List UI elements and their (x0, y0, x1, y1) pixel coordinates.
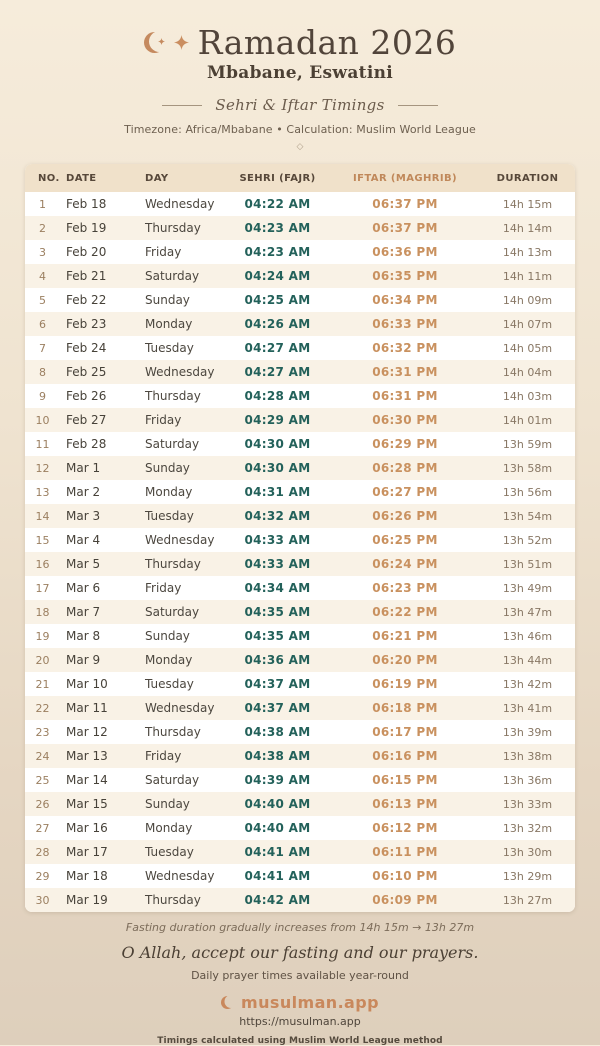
cell-sehri: 04:35 AM (244, 605, 311, 619)
table-row (25, 336, 575, 360)
cell-iftar: 06:15 PM (372, 773, 438, 787)
cell-no: 19 (35, 629, 50, 643)
cell-sehri: 04:33 AM (244, 557, 311, 571)
table-row (25, 768, 575, 792)
cell-sehri: 04:37 AM (244, 701, 311, 715)
cell-duration: 14h 01m (502, 413, 553, 427)
cell-day: Thursday (145, 557, 201, 571)
cell-iftar: 06:22 PM (372, 605, 438, 619)
cell-date: Mar 18 (66, 869, 108, 883)
cell-date: Feb 22 (66, 293, 107, 307)
table-row (25, 600, 575, 624)
cell-day: Wednesday (145, 365, 215, 379)
cell-day: Friday (145, 413, 182, 427)
table-row (25, 720, 575, 744)
cell-duration: 14h 11m (502, 269, 553, 283)
cell-sehri: 04:39 AM (244, 773, 311, 787)
cell-day: Saturday (145, 437, 200, 451)
cell-day: Monday (145, 485, 193, 499)
cell-day: Tuesday (145, 509, 194, 523)
brand-url: https://musulman.app (239, 1015, 361, 1028)
table-row (25, 480, 575, 504)
cell-iftar: 06:09 PM (372, 893, 438, 907)
timezone-calculation-meta: Timezone: Africa/Mbabane • Calculation: Muslim World League (124, 123, 476, 136)
cell-no: 12 (35, 461, 50, 475)
table-row (25, 264, 575, 288)
location-title: Mbabane, Eswatini (206, 63, 394, 83)
cell-date: Mar 15 (66, 797, 108, 811)
left-divider-line (162, 105, 202, 106)
cell-date: Mar 12 (66, 725, 108, 739)
cell-no: 14 (35, 509, 50, 523)
cell-date: Mar 4 (66, 533, 101, 547)
table-row (25, 504, 575, 528)
page-subtitle: Sehri & Iftar Timings (215, 96, 385, 114)
cell-iftar: 06:29 PM (372, 437, 438, 451)
cell-date: Mar 10 (66, 677, 108, 691)
cell-date: Mar 9 (66, 653, 101, 667)
cell-sehri: 04:36 AM (244, 653, 311, 667)
header-sehri: SEHRI (FAJR) (225, 164, 330, 192)
table-row (25, 864, 575, 888)
cell-day: Sunday (145, 293, 190, 307)
cell-iftar: 06:27 PM (372, 485, 438, 499)
cell-duration: 14h 05m (502, 341, 553, 355)
cell-sehri: 04:30 AM (244, 437, 311, 451)
cell-day: Wednesday (145, 197, 215, 211)
cell-duration: 13h 46m (502, 629, 553, 643)
cell-sehri: 04:35 AM (244, 629, 311, 643)
cell-duration: 13h 36m (502, 773, 553, 787)
cell-day: Thursday (145, 221, 201, 235)
header-iftar: IFTAR (MAGHRIB) (330, 164, 480, 192)
table-row (25, 216, 575, 240)
cell-duration: 13h 49m (502, 581, 553, 595)
cell-no: 30 (35, 893, 50, 907)
cell-date: Mar 14 (66, 773, 108, 787)
cell-no: 23 (35, 725, 50, 739)
cell-day: Saturday (145, 773, 200, 787)
cell-duration: 13h 54m (502, 509, 553, 523)
cell-no: 1 (39, 197, 46, 211)
cell-date: Mar 8 (66, 629, 101, 643)
cell-duration: 14h 13m (502, 245, 553, 259)
header-no: NO. (25, 164, 60, 192)
cell-no: 8 (39, 365, 46, 379)
table-row (25, 528, 575, 552)
cell-day: Sunday (145, 461, 190, 475)
cell-no: 9 (39, 389, 46, 403)
brand-row (0, 993, 600, 1012)
cell-sehri: 04:31 AM (244, 485, 311, 499)
cell-day: Thursday (145, 389, 201, 403)
table-row (25, 240, 575, 264)
cell-sehri: 04:34 AM (244, 581, 311, 595)
cell-no: 25 (35, 773, 50, 787)
cell-date: Mar 19 (66, 893, 108, 907)
availability-note: Daily prayer times available year-round (191, 969, 409, 982)
table-row (25, 408, 575, 432)
cell-duration: 14h 09m (502, 293, 553, 307)
cell-date: Feb 26 (66, 389, 107, 403)
page-header (0, 0, 600, 152)
cell-no: 4 (39, 269, 46, 283)
cell-duration: 14h 07m (502, 317, 553, 331)
cell-duration: 13h 27m (502, 893, 553, 907)
cell-date: Mar 11 (66, 701, 108, 715)
cell-date: Mar 13 (66, 749, 108, 763)
cell-sehri: 04:29 AM (244, 413, 311, 427)
table-row (25, 840, 575, 864)
crescent-moon-icon (144, 32, 165, 53)
cell-iftar: 06:13 PM (372, 797, 438, 811)
table-row (25, 384, 575, 408)
cell-iftar: 06:23 PM (372, 581, 438, 595)
small-star-icon (158, 38, 165, 45)
cell-day: Friday (145, 749, 182, 763)
cell-iftar: 06:16 PM (372, 749, 438, 763)
cell-iftar: 06:35 PM (372, 269, 438, 283)
cell-no: 21 (35, 677, 50, 691)
cell-no: 3 (39, 245, 46, 259)
cell-no: 17 (35, 581, 50, 595)
cell-iftar: 06:36 PM (372, 245, 438, 259)
cell-duration: 13h 38m (502, 749, 553, 763)
cell-duration: 13h 47m (502, 605, 553, 619)
cell-no: 16 (35, 557, 50, 571)
table-row (25, 552, 575, 576)
subtitle-row (0, 96, 600, 114)
cell-sehri: 04:27 AM (244, 365, 311, 379)
cell-date: Mar 5 (66, 557, 101, 571)
cell-sehri: 04:30 AM (244, 461, 311, 475)
cell-sehri: 04:25 AM (244, 293, 311, 307)
cell-duration: 13h 32m (502, 821, 553, 835)
cell-iftar: 06:31 PM (372, 365, 438, 379)
cell-no: 28 (35, 845, 50, 859)
page-footer (0, 921, 600, 1046)
cell-duration: 13h 29m (502, 869, 553, 883)
cell-sehri: 04:40 AM (244, 797, 311, 811)
cell-sehri: 04:41 AM (244, 869, 311, 883)
cell-no: 11 (35, 437, 50, 451)
cell-day: Monday (145, 821, 193, 835)
calculation-method-note: Timings calculated using Muslim World League method (157, 1036, 443, 1046)
diamond-ornament-icon: ◇ (296, 142, 304, 152)
brand-crescent-icon (221, 996, 234, 1009)
cell-date: Feb 23 (66, 317, 107, 331)
cell-day: Tuesday (145, 677, 194, 691)
table-row (25, 576, 575, 600)
cell-iftar: 06:37 PM (372, 197, 438, 211)
table-row (25, 888, 575, 912)
cell-iftar: 06:32 PM (372, 341, 438, 355)
cell-duration: 13h 58m (502, 461, 553, 475)
table-row (25, 288, 575, 312)
cell-iftar: 06:10 PM (372, 869, 438, 883)
page-title: Ramadan 2026 (197, 22, 457, 62)
cell-iftar: 06:19 PM (372, 677, 438, 691)
cell-no: 22 (35, 701, 50, 715)
four-point-star-icon (174, 35, 189, 50)
table-row (25, 816, 575, 840)
cell-iftar: 06:18 PM (372, 701, 438, 715)
title-row (0, 22, 600, 62)
cell-iftar: 06:25 PM (372, 533, 438, 547)
cell-iftar: 06:33 PM (372, 317, 438, 331)
cell-duration: 13h 59m (502, 437, 553, 451)
cell-date: Feb 20 (66, 245, 107, 259)
cell-no: 29 (35, 869, 50, 883)
cell-iftar: 06:31 PM (372, 389, 438, 403)
cell-day: Saturday (145, 269, 200, 283)
cell-iftar: 06:30 PM (372, 413, 438, 427)
right-divider-line (398, 105, 438, 106)
brand-name: musulman.app (241, 993, 379, 1012)
cell-date: Mar 1 (66, 461, 101, 475)
cell-sehri: 04:38 AM (244, 725, 311, 739)
cell-date: Mar 3 (66, 509, 101, 523)
cell-sehri: 04:38 AM (244, 749, 311, 763)
cell-day: Wednesday (145, 701, 215, 715)
duration-range-note: Fasting duration gradually increases from 14h 15m → 13h 27m (125, 921, 475, 934)
cell-no: 10 (35, 413, 50, 427)
cell-date: Feb 21 (66, 269, 107, 283)
cell-day: Friday (145, 245, 182, 259)
table-row (25, 360, 575, 384)
cell-sehri: 04:28 AM (244, 389, 311, 403)
cell-iftar: 06:12 PM (372, 821, 438, 835)
cell-date: Feb 19 (66, 221, 107, 235)
cell-sehri: 04:27 AM (244, 341, 311, 355)
cell-sehri: 04:32 AM (244, 509, 311, 523)
cell-no: 2 (39, 221, 46, 235)
timings-table-card (25, 164, 575, 912)
cell-sehri: 04:23 AM (244, 245, 311, 259)
cell-date: Feb 18 (66, 197, 107, 211)
cell-sehri: 04:23 AM (244, 221, 311, 235)
cell-iftar: 06:37 PM (372, 221, 438, 235)
cell-no: 7 (39, 341, 46, 355)
cell-day: Wednesday (145, 533, 215, 547)
cell-duration: 13h 30m (502, 845, 553, 859)
cell-iftar: 06:24 PM (372, 557, 438, 571)
cell-day: Wednesday (145, 869, 215, 883)
cell-duration: 13h 41m (502, 701, 553, 715)
cell-duration: 13h 56m (502, 485, 553, 499)
table-row (25, 648, 575, 672)
table-row (25, 456, 575, 480)
cell-sehri: 04:40 AM (244, 821, 311, 835)
cell-sehri: 04:42 AM (244, 893, 311, 907)
cell-iftar: 06:26 PM (372, 509, 438, 523)
cell-iftar: 06:34 PM (372, 293, 438, 307)
timings-table (25, 164, 575, 912)
table-header-row (25, 164, 575, 192)
cell-iftar: 06:17 PM (372, 725, 438, 739)
cell-sehri: 04:37 AM (244, 677, 311, 691)
cell-sehri: 04:26 AM (244, 317, 311, 331)
table-row (25, 744, 575, 768)
table-row (25, 792, 575, 816)
cell-duration: 14h 04m (502, 365, 553, 379)
table-row (25, 696, 575, 720)
cell-date: Mar 6 (66, 581, 101, 595)
cell-day: Tuesday (145, 845, 194, 859)
cell-no: 13 (35, 485, 50, 499)
table-row (25, 312, 575, 336)
table-header (25, 164, 575, 192)
cell-day: Thursday (145, 725, 201, 739)
cell-iftar: 06:20 PM (372, 653, 438, 667)
cell-no: 20 (35, 653, 50, 667)
cell-duration: 13h 42m (502, 677, 553, 691)
cell-date: Feb 28 (66, 437, 107, 451)
cell-day: Tuesday (145, 341, 194, 355)
cell-no: 6 (39, 317, 46, 331)
table-row (25, 624, 575, 648)
table-row (25, 672, 575, 696)
cell-duration: 13h 33m (502, 797, 553, 811)
cell-iftar: 06:28 PM (372, 461, 438, 475)
cell-sehri: 04:33 AM (244, 533, 311, 547)
cell-date: Feb 24 (66, 341, 107, 355)
cell-day: Monday (145, 317, 193, 331)
table-body (25, 192, 575, 912)
cell-duration: 14h 03m (502, 389, 553, 403)
cell-day: Sunday (145, 797, 190, 811)
cell-no: 5 (39, 293, 46, 307)
header-duration: DURATION (480, 164, 575, 192)
cell-day: Saturday (145, 605, 200, 619)
cell-duration: 13h 39m (502, 725, 553, 739)
cell-sehri: 04:22 AM (244, 197, 311, 211)
dua-text: O Allah, accept our fasting and our prayers. (121, 943, 479, 962)
table-row (25, 192, 575, 216)
cell-day: Sunday (145, 629, 190, 643)
cell-iftar: 06:21 PM (372, 629, 438, 643)
cell-day: Friday (145, 581, 182, 595)
cell-date: Mar 17 (66, 845, 108, 859)
cell-date: Mar 2 (66, 485, 101, 499)
cell-no: 24 (35, 749, 50, 763)
cell-day: Thursday (145, 893, 201, 907)
cell-date: Feb 25 (66, 365, 107, 379)
header-day: DAY (140, 164, 225, 192)
cell-sehri: 04:41 AM (244, 845, 311, 859)
cell-no: 27 (35, 821, 50, 835)
cell-iftar: 06:11 PM (372, 845, 438, 859)
cell-duration: 13h 44m (502, 653, 553, 667)
cell-date: Mar 7 (66, 605, 101, 619)
cell-no: 26 (35, 797, 50, 811)
cell-date: Mar 16 (66, 821, 108, 835)
cell-no: 15 (35, 533, 50, 547)
cell-sehri: 04:24 AM (244, 269, 311, 283)
cell-no: 18 (35, 605, 50, 619)
table-row (25, 432, 575, 456)
cell-date: Feb 27 (66, 413, 107, 427)
cell-duration: 14h 15m (502, 197, 553, 211)
cell-duration: 13h 51m (502, 557, 553, 571)
header-date: DATE (60, 164, 140, 192)
cell-duration: 13h 52m (502, 533, 553, 547)
cell-duration: 14h 14m (502, 221, 553, 235)
cell-day: Monday (145, 653, 193, 667)
